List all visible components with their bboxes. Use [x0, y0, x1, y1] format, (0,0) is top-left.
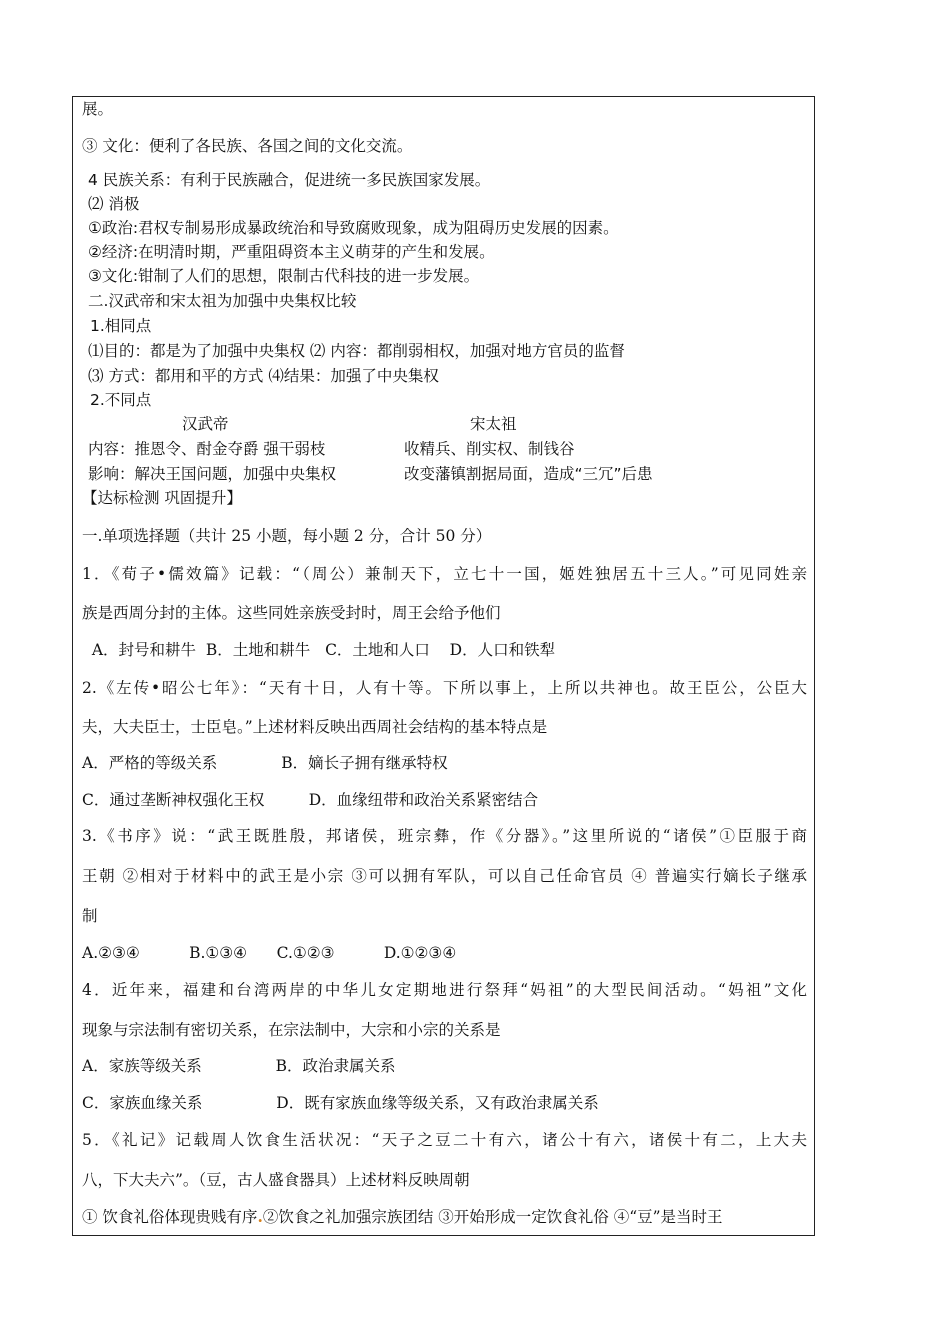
statement-1: ① 饮食礼俗体现贵贱有序 [82, 1208, 258, 1226]
text-line: ③文化:钳制了人们的思想，限制古代科技的进一步发展。 [88, 267, 480, 285]
question-1-cont: 族是西周分封的主体。这些同姓亲族受封时，周王会给予他们 [82, 604, 501, 622]
question-5: 5．《礼记》记载周人饮食生活状况：“天子之豆二十有六，诸公十有六，诸侯十有二，上大夫 [82, 1131, 807, 1149]
text-line: 2.不同点 [90, 391, 152, 409]
section-heading: 【达标检测 巩固提升】 [82, 489, 242, 507]
question-4: 4．近年来，福建和台湾两岸的中华儿女定期地进行祭拜“妈祖”的大型民间活动。“妈祖”文化 [82, 981, 807, 999]
text-line: ③ 文化：便利了各民族、各国之间的文化交流。 [82, 137, 413, 155]
question-2-options-cd: C．通过垄断神权强化王权 D．血缘纽带和政治关系紧密结合 [82, 791, 539, 809]
question-5-cont: 八，下大夫六”。（豆，古人盛食器具）上述材料反映周朝 [82, 1171, 470, 1189]
question-1-options: A．封号和耕牛 B．土地和耕牛 C．土地和人口 D．人口和铁犁 [82, 641, 556, 659]
question-5-statements [82, 1207, 723, 1227]
comparison-impact-right: 改变藩镇割据局面，造成“三冗”后患 [404, 465, 653, 483]
text-line: 1.相同点 [90, 317, 152, 335]
text-line: 展。 [82, 100, 114, 118]
question-4-cont: 现象与宗法制有密切关系，在宗法制中，大宗和小宗的关系是 [82, 1021, 501, 1039]
comparison-impact-left: 影响：解决王国问题，加强中央集权 [88, 465, 337, 483]
comparison-content-right: 收精兵、削实权、制钱谷 [404, 440, 575, 458]
section-heading: 一.单项选择题（共计 25 小题，每小题 2 分，合计 50 分） [82, 527, 492, 545]
question-4-options-cd: C．家族血缘关系 D．既有家族血缘等级关系，又有政治隶属关系 [82, 1094, 599, 1112]
question-1: 1．《荀子•儒效篇》记载：“（周公）兼制天下，立七十一国，姬姓独居五十三人。”可见同姓亲 [82, 565, 807, 583]
section-heading: 二.汉武帝和宋太祖为加强中央集权比较 [88, 292, 357, 310]
text-line: ⑵ 消极 [88, 195, 140, 213]
text-line: ①政治:君权专制易形成暴政统治和导致腐败现象，成为阻碍历史发展的因素。 [88, 219, 619, 237]
question-3-cont: 制 [82, 907, 98, 925]
question-3-cont: 王朝 ②相对于材料中的武王是小宗 ③可以拥有军队，可以自己任命官员 ④ 普遍实行嫡长子继承 [82, 867, 807, 885]
text-line: ⑶ 方式：都用和平的方式 ⑷结果：加强了中央集权 [88, 367, 439, 385]
text-line: 4 民族关系：有利于民族融合，促进统一多民族国家发展。 [88, 171, 491, 189]
text-line: ②经济:在明清时期，严重阻碍资本主义萌芽的产生和发展。 [88, 243, 495, 261]
question-3: 3.《书序》说：“武王既胜殷，邦诸侯，班宗彝，作《分器》。”这里所说的“诸侯”①臣服于商 [82, 827, 807, 845]
orange-dot-mark: . [257, 1207, 263, 1226]
statement-2-4: ②饮食之礼加强宗族团结 ③开始形成一定饮食礼俗 ④“豆”是当时王 [262, 1208, 723, 1226]
text-line: ⑴目的：都是为了加强中央集权 ⑵ 内容：都削弱相权，加强对地方官员的监督 [88, 342, 625, 360]
column-header-hanwudi: 汉武帝 [182, 415, 229, 433]
column-header-songtaizu: 宋太祖 [470, 415, 517, 433]
question-2-cont: 夫，大夫臣士，士臣皂。”上述材料反映出西周社会结构的基本特点是 [82, 718, 548, 736]
question-2-options-ab: A．严格的等级关系 B．嫡长子拥有继承特权 [82, 754, 448, 772]
comparison-content-left: 内容：推恩令、酎金夺爵 强干弱枝 [88, 440, 326, 458]
question-2: 2.《左传•昭公七年》：“天有十日，人有十等。下所以事上，上所以共神也。故王臣公，公臣大 [82, 679, 807, 697]
question-3-options: A.②③④ B.①③④ C.①②③ D.①②③④ [82, 944, 457, 962]
question-4-options-ab: A．家族等级关系 B．政治隶属关系 [82, 1057, 396, 1075]
